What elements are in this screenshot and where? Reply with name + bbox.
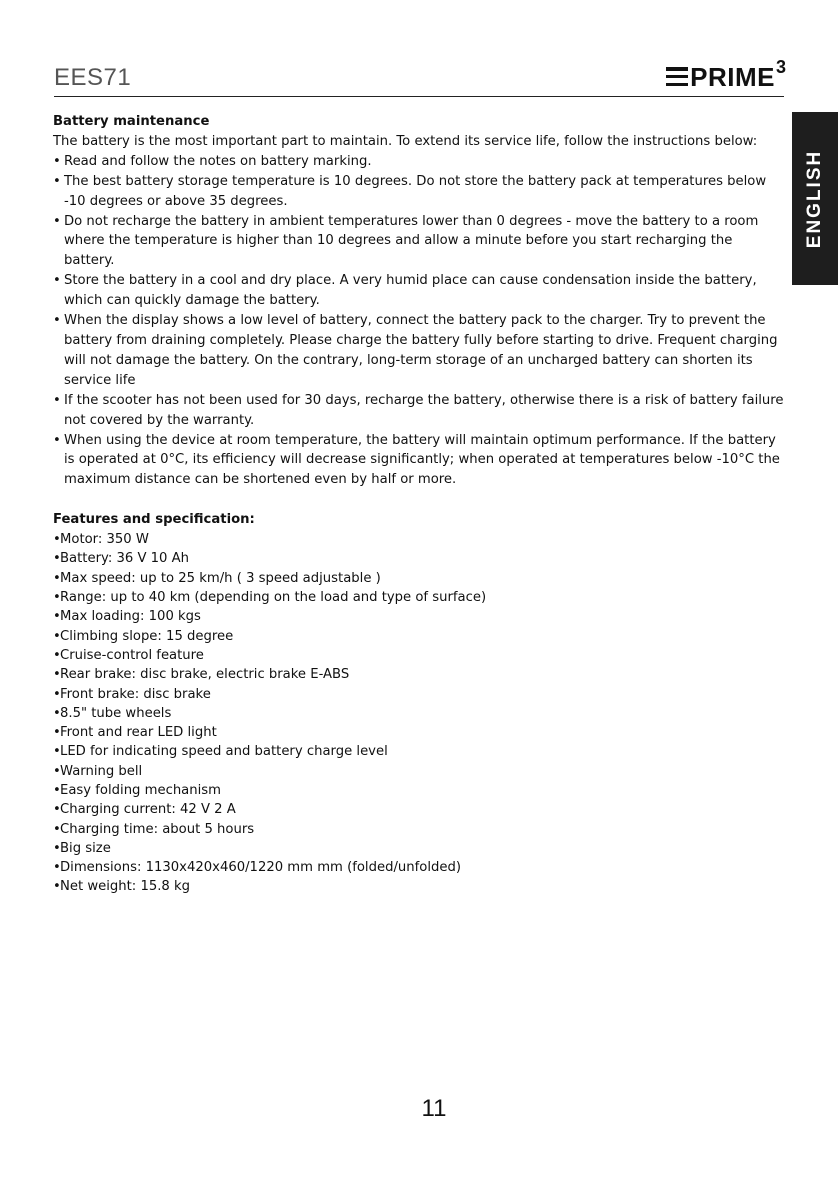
section-spacer (53, 490, 785, 510)
list-item: • Cruise-control feature (53, 646, 785, 665)
battery-section-title: Battery maintenance (53, 114, 210, 129)
list-item: • Front brake: disc brake (53, 685, 785, 704)
language-tab (792, 112, 838, 285)
page-content (53, 112, 785, 897)
list-item: • Store the battery in a cool and dry place. A very humid place can cause condensation inside the battery, which can quickly damage the battery. (53, 271, 785, 311)
list-item: • Max loading: 100 kgs (53, 607, 785, 626)
language-tab-label: ENGLISH (804, 149, 826, 248)
list-item: • Battery: 36 V 10 Ah (53, 549, 785, 568)
list-item: • Dimensions: 1130x420x460/1220 mm mm (folded/unfolded) (53, 858, 785, 877)
list-item: • Max speed: up to 25 km/h ( 3 speed adjustable ) (53, 569, 785, 588)
list-item: • When using the device at room temperature, the battery will maintain optimum performance. If the battery is operated at 0°C, its efficiency will decrease significantly; when operated at temperatures below -10°C the maximum distance can be shortened even by half or more. (53, 431, 785, 491)
list-item: • Range: up to 40 km (depending on the load and type of surface) (53, 588, 785, 607)
list-item: • LED for indicating speed and battery charge level (53, 742, 785, 761)
list-item: • Charging time: about 5 hours (53, 820, 785, 839)
page-number: 11 (421, 1095, 447, 1122)
list-item: • If the scooter has not been used for 30 days, recharge the battery, otherwise there is a risk of battery failure not covered by the warranty. (53, 391, 785, 431)
list-item: • Charging current: 42 V 2 A (53, 800, 785, 819)
list-item: • Big size (53, 839, 785, 858)
list-item: • 8.5" tube wheels (53, 704, 785, 723)
list-item: • Climbing slope: 15 degree (53, 627, 785, 646)
battery-intro: The battery is the most important part to maintain. To extend its service life, follow the instructions below: (53, 133, 758, 149)
list-item: • Motor: 350 W (53, 530, 785, 549)
list-item: • Read and follow the notes on battery marking. (53, 152, 785, 172)
logo-lines-icon (666, 67, 688, 86)
features-list (53, 530, 785, 897)
list-item: • Do not recharge the battery in ambient temperatures lower than 0 degrees - move the battery to a room where the temperature is higher than 10 degrees and allow a minute before you start recharging the battery. (53, 212, 785, 272)
list-item: • Rear brake: disc brake, electric brake E-ABS (53, 665, 785, 684)
list-item: • Easy folding mechanism (53, 781, 785, 800)
list-item: • Net weight: 15.8 kg (53, 877, 785, 896)
list-item: • The best battery storage temperature is 10 degrees. Do not store the battery pack at temperatures below -10 degrees or above 35 degrees. (53, 172, 785, 212)
header-divider (54, 96, 784, 97)
list-item: • When the display shows a low level of battery, connect the battery pack to the charger. Try to prevent the battery from draining completely. Please charge the battery fully before starting to drive. Frequent charging will not damage the battery. On the contrary, long-term storage of an uncharged battery can shorten its service life (53, 311, 785, 391)
model-name: EES71 (54, 64, 132, 91)
battery-list (53, 152, 785, 490)
list-item: • Front and rear LED light (53, 723, 785, 742)
list-item: • Warning bell (53, 762, 785, 781)
brand-word: PRIME (690, 62, 775, 92)
brand-logo (666, 58, 786, 92)
features-section-title: Features and specification: (53, 512, 255, 528)
brand-superscript: 3 (775, 57, 786, 77)
